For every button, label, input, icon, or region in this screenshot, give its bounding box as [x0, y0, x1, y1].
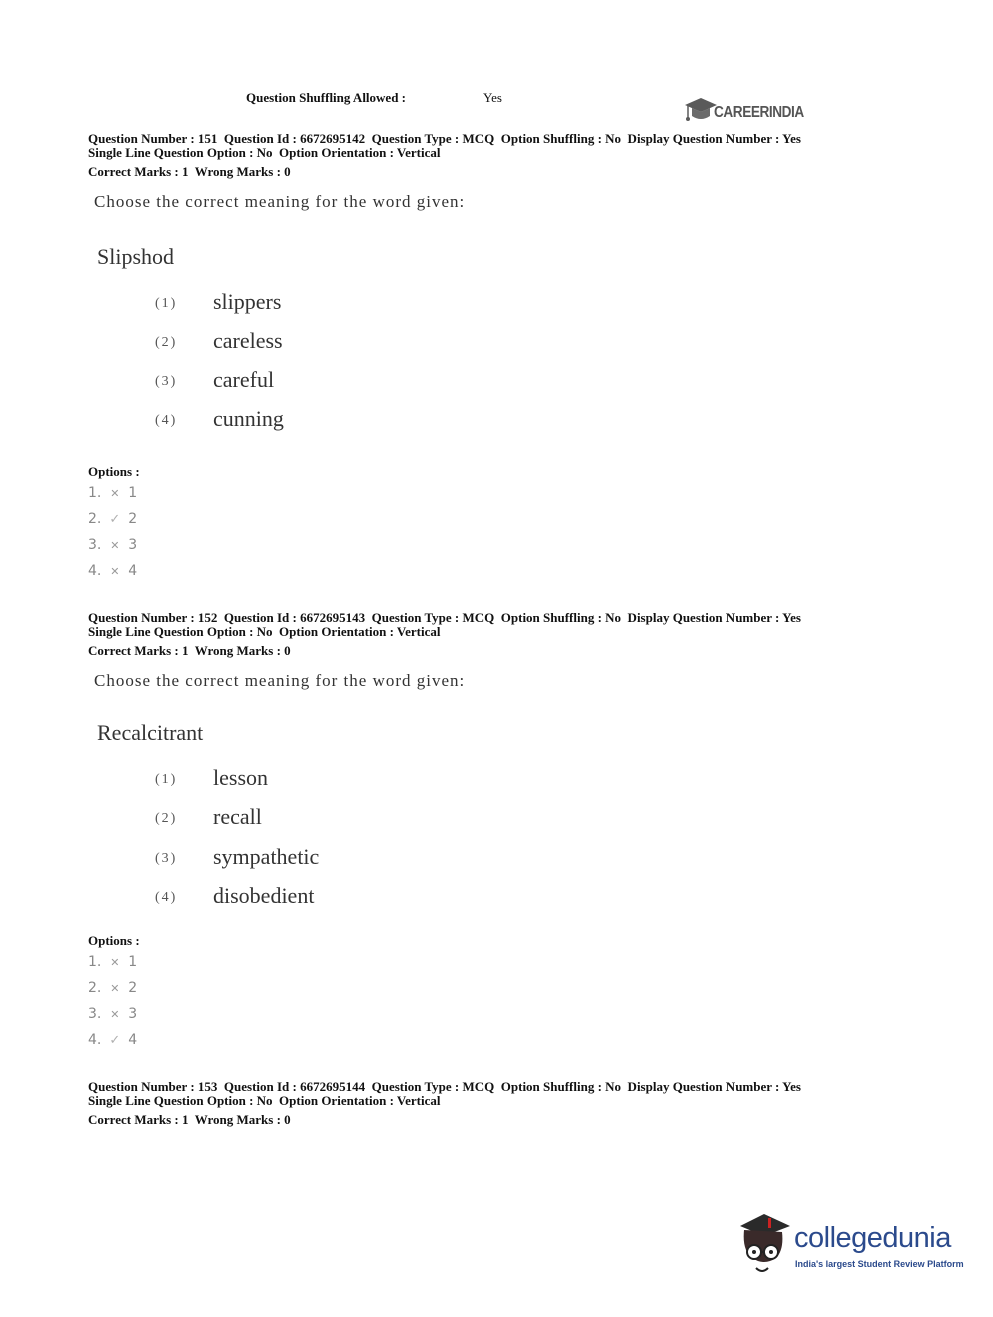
choice-number: (2): [155, 811, 178, 826]
choice-text: careful: [213, 367, 275, 392]
answer-value: 2: [128, 980, 138, 996]
choice-number: (3): [155, 374, 178, 389]
cross-icon: ✕: [110, 1008, 120, 1021]
answer-option: [88, 954, 137, 970]
check-icon: ✓: [109, 512, 121, 527]
question-meta-line1: Question Number : 151 Question Id : 6672695142 Question Type : MCQ Option Shuffling : No Display Question Number : Yes: [88, 131, 801, 146]
answer-value: 4: [128, 1032, 138, 1048]
collegedunia-tagline: India's largest Student Review Platform: [795, 1259, 964, 1269]
shuffle-value: Yes: [483, 90, 502, 105]
answer-index: 1.: [88, 954, 102, 970]
question-word: Recalcitrant: [97, 720, 204, 745]
shuffle-label: Question Shuffling Allowed :: [246, 90, 407, 105]
answer-option: [88, 537, 137, 553]
question-meta-line2: Single Line Question Option : No Option Orientation : Vertical: [88, 624, 441, 639]
answer-index: 3.: [88, 1006, 102, 1022]
answer-index: 3.: [88, 537, 102, 553]
question-word: Slipshod: [97, 244, 175, 269]
choice-text: lesson: [213, 765, 268, 790]
question-prompt: Choose the correct meaning for the word given:: [94, 671, 466, 690]
cross-icon: ✕: [110, 565, 120, 578]
answer-option: [88, 511, 137, 527]
question-marks: Correct Marks : 1 Wrong Marks : 0: [88, 643, 291, 658]
cross-icon: ✕: [110, 487, 120, 500]
cross-icon: ✕: [110, 956, 120, 969]
choice-number: (1): [155, 772, 178, 787]
answer-option: [88, 485, 137, 501]
answer-value: 4: [128, 563, 138, 579]
cross-icon: ✕: [110, 539, 120, 552]
choice-number: (2): [155, 335, 178, 350]
collegedunia-logo: [734, 1210, 964, 1280]
check-icon: ✓: [109, 1033, 121, 1048]
answer-value: 1: [128, 954, 138, 970]
choice-text: recall: [213, 804, 262, 829]
answer-index: 2.: [88, 980, 102, 996]
question-meta-line2: Single Line Question Option : No Option Orientation : Vertical: [88, 145, 441, 160]
answer-value: 1: [128, 485, 138, 501]
choice-text: disobedient: [213, 883, 315, 908]
cross-icon: ✕: [110, 982, 120, 995]
answer-option: [88, 1006, 137, 1022]
answer-index: 1.: [88, 485, 102, 501]
choice-text: cunning: [213, 406, 284, 431]
answer-value: 3: [128, 537, 138, 553]
choice-text: sympathetic: [213, 844, 320, 869]
answer-index: 4.: [88, 1032, 102, 1048]
mascot-icon: [734, 1210, 794, 1280]
choice-number: (4): [155, 413, 178, 428]
choice-number: (1): [155, 296, 178, 311]
careerindia-logo: [684, 96, 814, 128]
careerindia-logo-text: CAREERINDIA: [714, 104, 804, 121]
answer-value: 3: [128, 1006, 138, 1022]
question-meta-line1: Question Number : 153 Question Id : 6672695144 Question Type : MCQ Option Shuffling : No Display Question Number : Yes: [88, 1079, 801, 1094]
question-meta-line2: Single Line Question Option : No Option Orientation : Vertical: [88, 1093, 441, 1108]
options-label: Options :: [88, 933, 140, 948]
question-prompt: Choose the correct meaning for the word given:: [94, 192, 466, 211]
question-marks: Correct Marks : 1 Wrong Marks : 0: [88, 164, 291, 179]
answer-option: [88, 563, 137, 579]
answer-index: 4.: [88, 563, 102, 579]
question-meta-line1: Question Number : 152 Question Id : 6672695143 Question Type : MCQ Option Shuffling : No Display Question Number : Yes: [88, 610, 801, 625]
choice-number: (4): [155, 890, 178, 905]
answer-value: 2: [128, 511, 138, 527]
choice-number: (3): [155, 851, 178, 866]
answer-option: [88, 1032, 137, 1048]
question-marks: Correct Marks : 1 Wrong Marks : 0: [88, 1112, 291, 1127]
options-label: Options :: [88, 464, 140, 479]
collegedunia-logo-text: collegedunia: [794, 1222, 951, 1254]
choice-text: careless: [213, 328, 283, 353]
choice-text: slippers: [213, 289, 282, 314]
answer-option: [88, 980, 137, 996]
graduation-cap-icon: [684, 96, 718, 128]
answer-index: 2.: [88, 511, 102, 527]
